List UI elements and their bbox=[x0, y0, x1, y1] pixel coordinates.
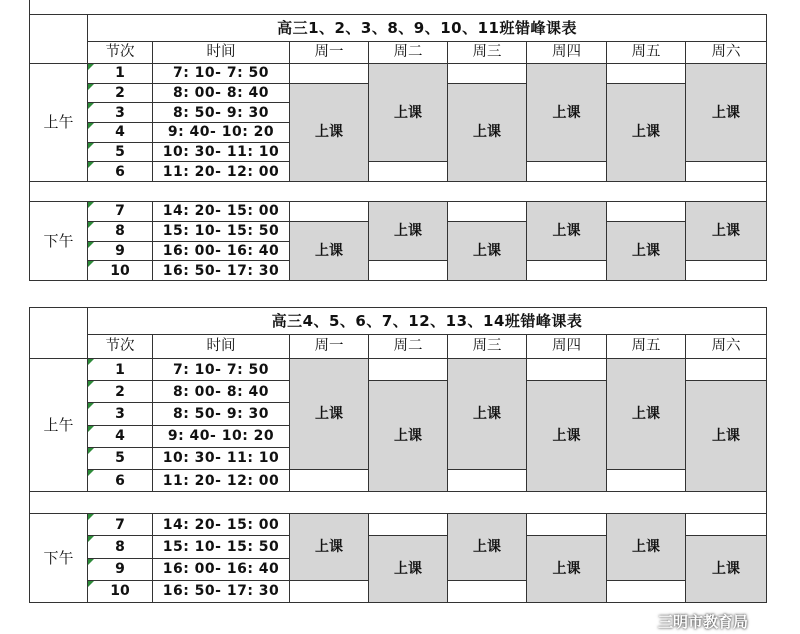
class-block: 上课 bbox=[369, 202, 448, 261]
empty-cell bbox=[607, 469, 686, 491]
lunch-break-row bbox=[30, 182, 767, 202]
empty-cell bbox=[290, 64, 369, 84]
table-title: 高三1、2、3、8、9、10、11班错峰课表 bbox=[88, 15, 767, 42]
period-time: 11: 20- 12: 00 bbox=[153, 469, 290, 491]
period-number: 1 bbox=[88, 64, 153, 84]
period-header: 节次 bbox=[88, 42, 153, 64]
period-time: 14: 20- 15: 00 bbox=[153, 202, 290, 222]
period-number: 1 bbox=[88, 359, 153, 381]
empty-cell bbox=[527, 514, 607, 536]
period-time: 16: 00- 16: 40 bbox=[153, 558, 290, 580]
day-header-tue: 周二 bbox=[369, 335, 448, 359]
empty-cell bbox=[527, 359, 607, 381]
class-block: 上课 bbox=[607, 514, 686, 581]
corner-cell bbox=[30, 308, 88, 359]
period-time: 7: 10- 7: 50 bbox=[153, 64, 290, 84]
class-block: 上课 bbox=[686, 202, 767, 261]
empty-cell bbox=[527, 261, 607, 281]
empty-cell bbox=[369, 162, 448, 182]
class-block: 上课 bbox=[290, 83, 369, 181]
morning-label: 上午 bbox=[30, 64, 88, 182]
period-number: 4 bbox=[88, 425, 153, 447]
empty-cell bbox=[448, 202, 527, 222]
period-time: 11: 20- 12: 00 bbox=[153, 162, 290, 182]
watermark-text: 三明市教育局 bbox=[658, 612, 749, 631]
period-time: 16: 50- 17: 30 bbox=[153, 261, 290, 281]
empty-cell bbox=[448, 469, 527, 491]
wechat-icon bbox=[632, 612, 654, 630]
empty-cell bbox=[290, 202, 369, 222]
period-number: 3 bbox=[88, 103, 153, 123]
period-time: 7: 10- 7: 50 bbox=[153, 359, 290, 381]
period-time: 8: 50- 9: 30 bbox=[153, 403, 290, 425]
empty-cell bbox=[527, 162, 607, 182]
day-header-thu: 周四 bbox=[527, 335, 607, 359]
class-block: 上课 bbox=[527, 536, 607, 603]
table-title: 高三4、5、6、7、12、13、14班错峰课表 bbox=[88, 308, 767, 335]
class-block: 上课 bbox=[686, 536, 767, 603]
lunch-break-row bbox=[30, 492, 767, 514]
day-header-wed: 周三 bbox=[448, 335, 527, 359]
empty-cell bbox=[290, 469, 369, 491]
period-number: 4 bbox=[88, 123, 153, 143]
day-header-thu: 周四 bbox=[527, 42, 607, 64]
period-time: 16: 50- 17: 30 bbox=[153, 580, 290, 602]
class-block: 上课 bbox=[527, 64, 607, 162]
empty-cell bbox=[686, 514, 767, 536]
class-block: 上课 bbox=[369, 64, 448, 162]
day-header-mon: 周一 bbox=[290, 335, 369, 359]
empty-cell bbox=[369, 359, 448, 381]
class-block: 上课 bbox=[448, 359, 527, 470]
empty-cell bbox=[607, 64, 686, 84]
period-time: 9: 40- 10: 20 bbox=[153, 123, 290, 143]
empty-cell bbox=[369, 261, 448, 281]
corner-cell bbox=[30, 15, 88, 64]
time-header: 时间 bbox=[153, 42, 290, 64]
period-number: 5 bbox=[88, 447, 153, 469]
period-number: 9 bbox=[88, 241, 153, 261]
day-header-fri: 周五 bbox=[607, 335, 686, 359]
day-header-sat: 周六 bbox=[686, 42, 767, 64]
schedule-table-2 bbox=[29, 307, 766, 603]
empty-cell bbox=[290, 580, 369, 602]
class-block: 上课 bbox=[369, 536, 448, 603]
period-time: 15: 10- 15: 50 bbox=[153, 221, 290, 241]
class-block: 上课 bbox=[448, 83, 527, 181]
period-time: 10: 30- 11: 10 bbox=[153, 142, 290, 162]
period-number: 10 bbox=[88, 580, 153, 602]
period-number: 3 bbox=[88, 403, 153, 425]
time-header: 时间 bbox=[153, 335, 290, 359]
period-time: 10: 30- 11: 10 bbox=[153, 447, 290, 469]
period-number: 2 bbox=[88, 83, 153, 103]
class-block: 上课 bbox=[527, 381, 607, 492]
afternoon-label: 下午 bbox=[30, 514, 88, 603]
period-time: 8: 00- 8: 40 bbox=[153, 83, 290, 103]
period-number: 5 bbox=[88, 142, 153, 162]
class-block: 上课 bbox=[290, 359, 369, 470]
period-time: 8: 00- 8: 40 bbox=[153, 381, 290, 403]
period-number: 7 bbox=[88, 202, 153, 222]
day-header-mon: 周一 bbox=[290, 42, 369, 64]
class-block: 上课 bbox=[448, 221, 527, 280]
empty-cell bbox=[686, 261, 767, 281]
page-top-line bbox=[29, 0, 30, 14]
period-number: 6 bbox=[88, 162, 153, 182]
empty-cell bbox=[448, 64, 527, 84]
period-number: 8 bbox=[88, 536, 153, 558]
period-time: 9: 40- 10: 20 bbox=[153, 425, 290, 447]
empty-cell bbox=[686, 162, 767, 182]
period-number: 6 bbox=[88, 469, 153, 491]
class-block: 上课 bbox=[369, 381, 448, 492]
empty-cell bbox=[607, 580, 686, 602]
class-block: 上课 bbox=[607, 359, 686, 470]
period-time: 15: 10- 15: 50 bbox=[153, 536, 290, 558]
empty-cell bbox=[448, 580, 527, 602]
day-header-tue: 周二 bbox=[369, 42, 448, 64]
period-number: 7 bbox=[88, 514, 153, 536]
period-time: 14: 20- 15: 00 bbox=[153, 514, 290, 536]
period-number: 9 bbox=[88, 558, 153, 580]
morning-label: 上午 bbox=[30, 359, 88, 492]
empty-cell bbox=[607, 202, 686, 222]
class-block: 上课 bbox=[527, 202, 607, 261]
class-block: 上课 bbox=[290, 514, 369, 581]
class-block: 上课 bbox=[607, 221, 686, 280]
class-block: 上课 bbox=[686, 381, 767, 492]
day-header-fri: 周五 bbox=[607, 42, 686, 64]
class-block: 上课 bbox=[448, 514, 527, 581]
schedule-table-1 bbox=[29, 14, 766, 281]
class-block: 上课 bbox=[290, 221, 369, 280]
period-header: 节次 bbox=[88, 335, 153, 359]
afternoon-label: 下午 bbox=[30, 202, 88, 281]
period-number: 10 bbox=[88, 261, 153, 281]
empty-cell bbox=[369, 514, 448, 536]
watermark bbox=[632, 611, 748, 631]
empty-cell bbox=[686, 359, 767, 381]
period-number: 2 bbox=[88, 381, 153, 403]
period-time: 8: 50- 9: 30 bbox=[153, 103, 290, 123]
day-header-sat: 周六 bbox=[686, 335, 767, 359]
class-block: 上课 bbox=[686, 64, 767, 162]
period-time: 16: 00- 16: 40 bbox=[153, 241, 290, 261]
period-number: 8 bbox=[88, 221, 153, 241]
class-block: 上课 bbox=[607, 83, 686, 181]
day-header-wed: 周三 bbox=[448, 42, 527, 64]
